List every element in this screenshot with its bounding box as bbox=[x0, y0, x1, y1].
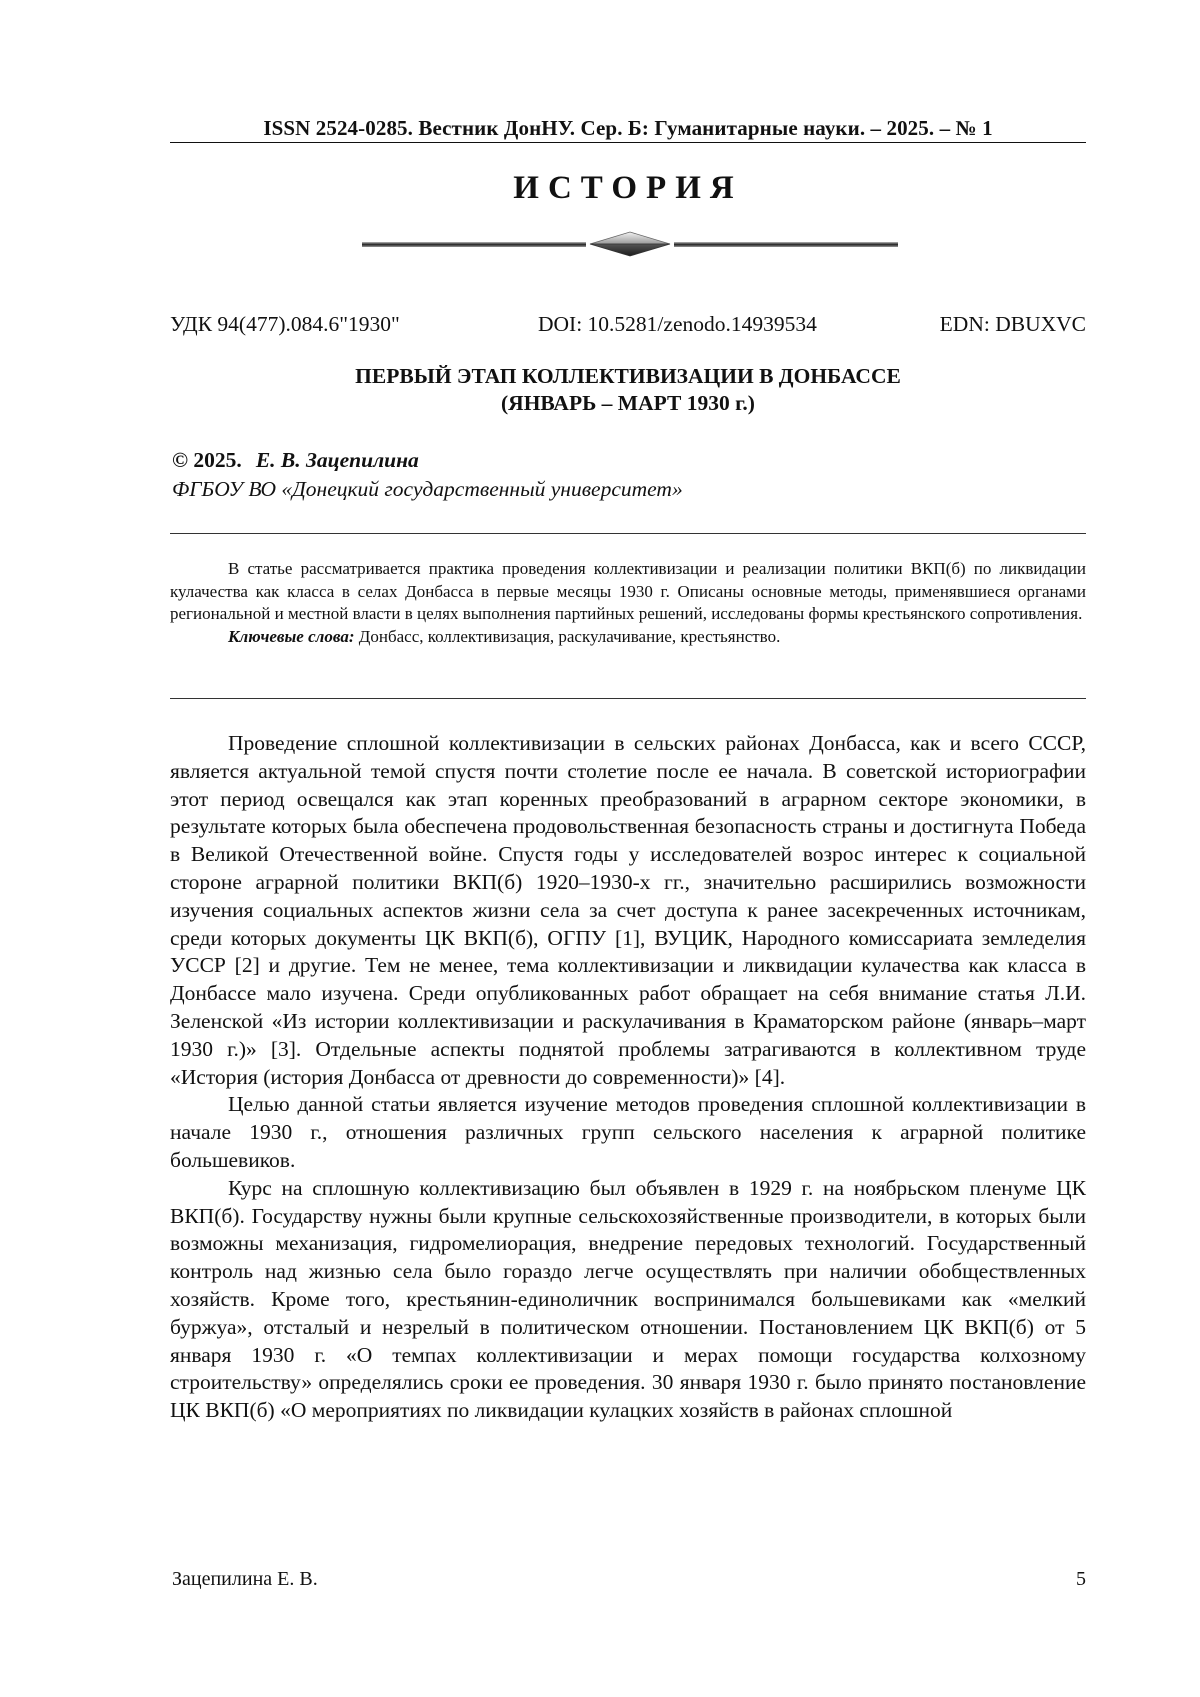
affiliation: ФГБОУ ВО «Донецкий государственный университет» bbox=[172, 477, 683, 501]
article-body bbox=[170, 730, 1086, 1425]
doi[interactable]: DOI: 10.5281/zenodo.14939534 bbox=[538, 312, 817, 336]
keywords bbox=[170, 626, 1086, 649]
header-rule bbox=[170, 142, 1086, 143]
body-paragraph: Целью данной статьи является изучение методов проведения сплошной коллективизации в начале 1930 г., отношения различных групп сельского населения к аграрной политике большевиков. bbox=[170, 1092, 1086, 1172]
copyright: © 2025. bbox=[172, 448, 242, 472]
keywords-label: Ключевые слова: bbox=[228, 626, 355, 646]
section-ornament bbox=[362, 228, 898, 266]
page-number: 5 bbox=[1076, 1568, 1086, 1590]
body-paragraph: Проведение сплошной коллективизации в сельских районах Донбасса, как и всего СССР, является актуальной темой спустя почти столетие после ее начала. В советской историографии этот период освещался как этап коренных преобразований в аграрном секторе экономики, в результате которых была обеспечена продовольственная безопасность страны и достигнута Победа в Великой Отечественной войне. Спустя годы у исследователей возрос интерес к социальной стороне аграрной политики ВКП(б) 1920–1930-х гг., значительно расширились возможности изучения социальных аспектов жизни села за счет доступа к ранее засекреченных источникам, среди которых документы ЦК ВКП(б), ОГПУ [1], ВУЦИК, Народного комиссариата земледелия УССР [2] и другие. Тем не менее, тема коллективизации и ликвидации кулачества как класса в Донбассе мало изучена. Среди опубликованных работ обращает на себя внимание статья Л.И. Зеленской «Из истории коллективизации и раскулачивания в Краматорском районе (январь–март 1930 г.)» [3]. Отдельные аспекты поднятой проблемы затрагиваются в коллективном труде «История (история Донбасса от древности до современности)» [4]. bbox=[170, 731, 1086, 1089]
abstract-top-rule bbox=[170, 533, 1086, 534]
article-title-line-2: (ЯНВАРЬ – МАРТ 1930 г.) bbox=[501, 391, 755, 415]
journal-header: ISSN 2524-0285. Вестник ДонНУ. Сер. Б: Гуманитарные науки. – 2025. – № 1 bbox=[263, 116, 993, 140]
article-title bbox=[170, 363, 1086, 417]
keywords-list: Донбасс, коллективизация, раскулачивание, крестьянство. bbox=[354, 626, 781, 646]
body-paragraph: Курс на сплошную коллективизацию был объявлен в 1929 г. на ноябрьском пленуме ЦК ВКП(б). Государству нужны были крупные сельскохозяйственные производители, в которых были возможны механизация, гидромелиорация, внедрение передовых технологий. Государственный контроль над жизнью села было гораздо легче осуществлять при наличии обобществленных хозяйств. Кроме того, крестьянин-единоличник воспринимался большевиками как «мелкий буржуа», отсталый и незрелый в политическом отношении. Постановлением ЦК ВКП(б) от 5 января 1930 г. «О темпах коллективизации и мерах помощи государства колхозному строительству» определялись сроки ее проведения. 30 января 1930 г. было принято постановление ЦК ВКП(б) «О мероприятиях по ликвидации кулацких хозяйств в районах сплошной bbox=[170, 1175, 1086, 1423]
abstract-bottom-rule bbox=[170, 698, 1086, 699]
abstract-text: В статье рассматривается практика проведения коллективизации и реализации политики ВКП(б) по ликвидации кулачества как класса в селах Донбасса в первые месяцы 1930 г. Описаны основные методы, применявшиеся органами региональной и местной власти в целях выполнения партийных решений, исследованы формы крестьянского сопротивления. bbox=[170, 559, 1086, 623]
author-name: Е. В. Зацепилина bbox=[255, 448, 419, 472]
section-title: ИСТОРИЯ bbox=[513, 170, 743, 206]
article-meta bbox=[170, 312, 1086, 342]
abstract bbox=[170, 558, 1086, 648]
edn: EDN: DBUXVC bbox=[939, 312, 1086, 336]
article-title-line-1: ПЕРВЫЙ ЭТАП КОЛЛЕКТИВИЗАЦИИ В ДОНБАССЕ bbox=[355, 364, 901, 388]
author-line bbox=[172, 448, 419, 473]
udc-code: УДК 94(477).084.6"1930" bbox=[170, 312, 400, 336]
footer-author: Зацепилина Е. В. bbox=[172, 1568, 318, 1590]
